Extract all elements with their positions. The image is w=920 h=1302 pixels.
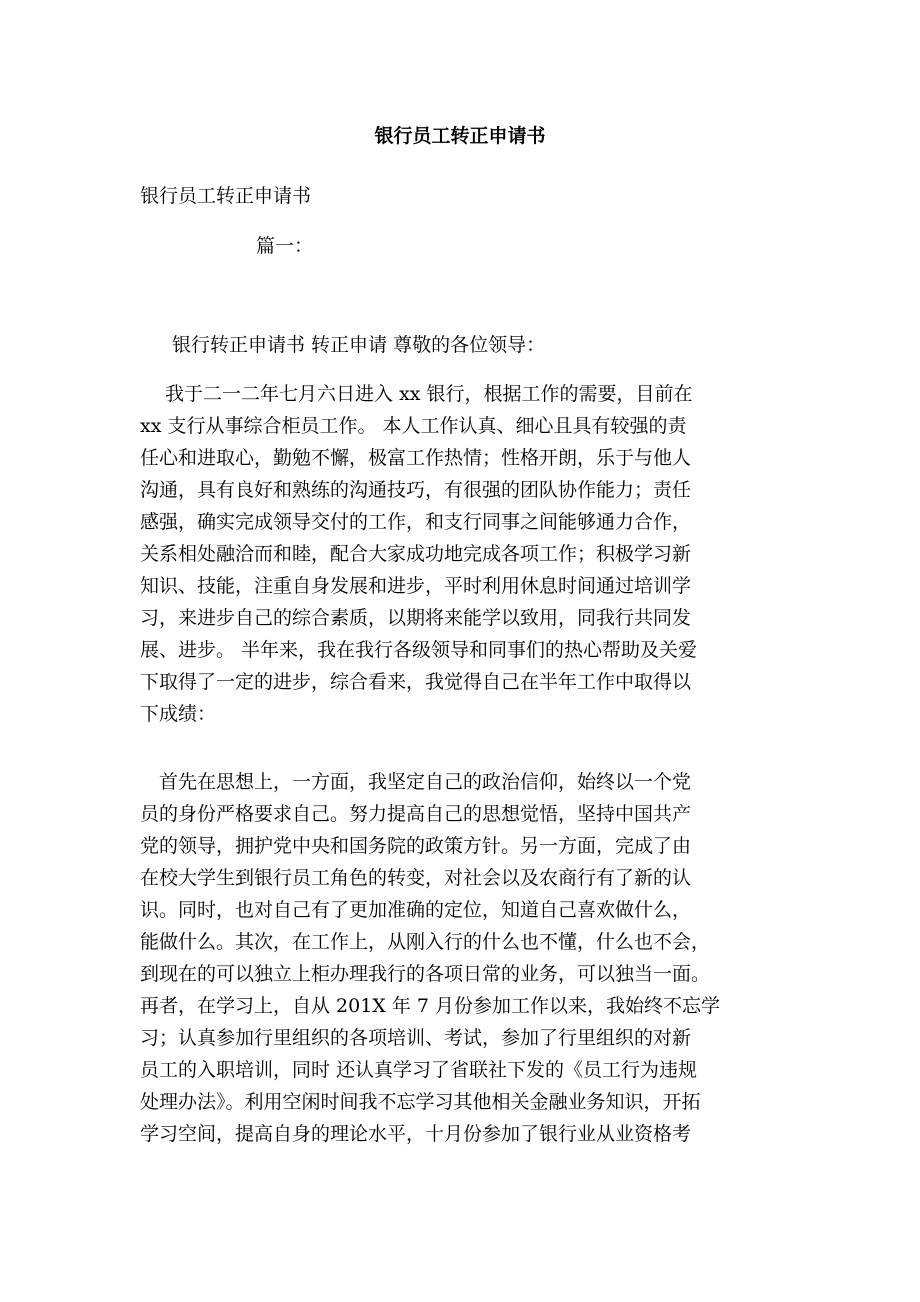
section-heading: 篇一： — [256, 235, 314, 257]
paragraph-2-line: 在校大学生到银行员工角色的转变，对社会以及农商行有了新的认 — [140, 867, 692, 889]
paragraph-1-line: 展、进步。 半年来，我在我行各级领导和同事们的热心帮助及关爱 — [140, 639, 698, 661]
paragraph-1-line: 知识、技能，注重自身发展和进步，平时利用休息时间通过培训学 — [140, 575, 692, 597]
paragraph-1-line: 下成绩： — [140, 703, 217, 725]
paragraph-2-line: 能做什么。其次，在工作上，从刚入行的什么也不懂，什么也不会， — [140, 931, 711, 953]
paragraph-1-line: 任心和进取心，勤勉不懈，极富工作热情；性格开朗，乐于与他人 — [140, 447, 692, 469]
paragraph-2-line: 习；认真参加行里组织的各项培训、考试，参加了行里组织的对新 — [140, 1027, 692, 1049]
paragraph-2-line: 处理办法》。利用空闲时间我不忘学习其他相关金融业务知识，开拓 — [140, 1091, 701, 1113]
paragraph-2-line: 员的身份严格要求自己。努力提高自己的思想觉悟，坚持中国共产 — [140, 803, 692, 825]
paragraph-1-line: 沟通，具有良好和熟练的沟通技巧，有很强的团队协作能力；责任 — [140, 479, 692, 501]
paragraph-1 — [140, 378, 780, 730]
paragraph-1-line: 感强，确实完成领导交付的工作，和支行同事之间能够通力合作， — [140, 511, 692, 533]
paragraph-1-line: 关系相处融洽而和睦，配合大家成功地完成各项工作；积极学习新 — [140, 543, 692, 565]
paragraph-1-line: 下取得了一定的进步，综合看来，我觉得自己在半年工作中取得以 — [140, 671, 692, 693]
paragraph-2-line: 再者，在学习上，自从 201X 年 7 月份参加工作以来，我始终不忘学 — [140, 995, 721, 1017]
paragraph-2-line: 员工的入职培训，同时 还认真学习了省联社下发的《员工行为违规 — [140, 1059, 698, 1081]
paragraph-2-line: 首先在思想上，一方面，我坚定自己的政治信仰，始终以一个党 — [159, 771, 692, 793]
paragraph-2 — [140, 766, 780, 1150]
salutation-line: 银行转正申请书 转正申请 尊敬的各位领导： — [172, 334, 546, 356]
document-subtitle: 银行员工转正申请书 — [140, 185, 312, 207]
paragraph-2-line: 党的领导，拥护党中央和国务院的政策方针。另一方面，完成了由 — [140, 835, 692, 857]
paragraph-1-line: 我于二一二年七月六日进入 xx 银行，根据工作的需要，目前在 — [159, 383, 693, 405]
document-title: 银行员工转正申请书 — [374, 125, 546, 147]
paragraph-2-line: 学习空间，提高自身的理论水平，十月份参加了银行业从业资格考 — [140, 1123, 692, 1145]
paragraph-2-line: 识。同时，也对自己有了更加准确的定位，知道自己喜欢做什么， — [140, 899, 692, 921]
paragraph-2-line: 到现在的可以独立上柜办理我行的各项日常的业务，可以独当一面。 — [140, 963, 711, 985]
paragraph-1-line: xx 支行从事综合柜员工作。 本人工作认真、细心且具有较强的责 — [140, 415, 687, 437]
paragraph-1-line: 习，来进步自己的综合素质，以期将来能学以致用，同我行共同发 — [140, 607, 692, 629]
